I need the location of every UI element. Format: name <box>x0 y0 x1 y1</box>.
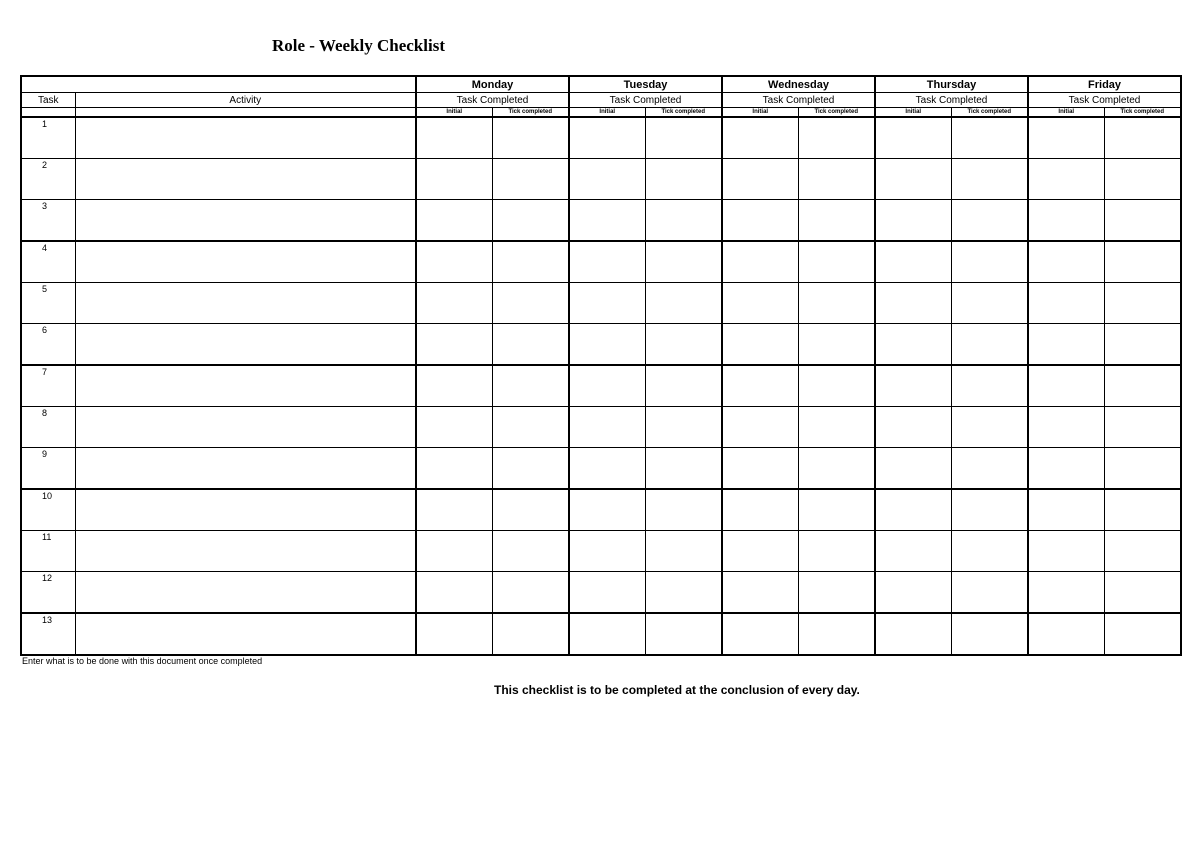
day-header-friday: Friday <box>1028 76 1181 93</box>
tick-completed-cell-thursday[interactable] <box>951 200 1028 242</box>
tick-completed-cell-tuesday[interactable] <box>645 407 722 448</box>
initial-cell-friday[interactable] <box>1028 531 1104 572</box>
initial-subheader: Initial <box>722 108 798 118</box>
task-number: 10 <box>21 489 75 531</box>
tick-completed-cell-friday[interactable] <box>1104 200 1181 242</box>
tick-completed-cell-wednesday[interactable] <box>798 489 875 531</box>
initial-cell-friday[interactable] <box>1028 283 1104 324</box>
task-row <box>21 159 1181 200</box>
tick-completed-cell-friday[interactable] <box>1104 407 1181 448</box>
task-row <box>21 407 1181 448</box>
tick-completed-cell-wednesday[interactable] <box>798 283 875 324</box>
tick-completed-subheader: Tick completed <box>645 108 722 118</box>
activity-cell[interactable] <box>75 159 416 200</box>
initial-cell-thursday[interactable] <box>875 448 951 490</box>
initial-cell-monday[interactable] <box>416 572 492 614</box>
initial-cell-wednesday[interactable] <box>722 324 798 366</box>
tick-completed-cell-friday[interactable] <box>1104 324 1181 366</box>
tick-completed-cell-wednesday[interactable] <box>798 613 875 655</box>
task-number: 11 <box>21 531 75 572</box>
initial-subheader: Initial <box>1028 108 1104 118</box>
tick-completed-cell-monday[interactable] <box>492 283 569 324</box>
initial-cell-monday[interactable] <box>416 324 492 366</box>
tick-completed-cell-friday[interactable] <box>1104 448 1181 490</box>
initial-cell-monday[interactable] <box>416 407 492 448</box>
initial-cell-wednesday[interactable] <box>722 241 798 283</box>
tick-completed-cell-wednesday[interactable] <box>798 365 875 407</box>
tick-completed-cell-thursday[interactable] <box>951 448 1028 490</box>
tick-completed-cell-monday[interactable] <box>492 572 569 614</box>
activity-cell[interactable] <box>75 365 416 407</box>
tick-completed-cell-wednesday[interactable] <box>798 159 875 200</box>
initial-cell-thursday[interactable] <box>875 283 951 324</box>
tick-completed-cell-tuesday[interactable] <box>645 572 722 614</box>
initial-cell-wednesday[interactable] <box>722 448 798 490</box>
tick-completed-cell-wednesday[interactable] <box>798 117 875 159</box>
activity-cell[interactable] <box>75 283 416 324</box>
activity-column-header: Activity <box>75 93 416 108</box>
column-label-row <box>21 93 1181 108</box>
initial-cell-wednesday[interactable] <box>722 200 798 242</box>
task-row <box>21 489 1181 531</box>
tick-completed-cell-thursday[interactable] <box>951 365 1028 407</box>
initial-cell-wednesday[interactable] <box>722 613 798 655</box>
tick-completed-cell-thursday[interactable] <box>951 407 1028 448</box>
initial-subheader: Initial <box>875 108 951 118</box>
tick-completed-cell-thursday[interactable] <box>951 117 1028 159</box>
task-completed-label: Task Completed <box>569 93 722 108</box>
initial-cell-monday[interactable] <box>416 159 492 200</box>
initial-cell-tuesday[interactable] <box>569 448 645 490</box>
task-column-header: Task <box>21 93 75 108</box>
initial-cell-wednesday[interactable] <box>722 489 798 531</box>
tick-completed-cell-friday[interactable] <box>1104 489 1181 531</box>
tick-completed-cell-friday[interactable] <box>1104 283 1181 324</box>
initial-cell-friday[interactable] <box>1028 448 1104 490</box>
tick-completed-cell-friday[interactable] <box>1104 117 1181 159</box>
tick-completed-cell-thursday[interactable] <box>951 283 1028 324</box>
activity-cell[interactable] <box>75 448 416 490</box>
initial-cell-tuesday[interactable] <box>569 365 645 407</box>
tick-completed-cell-monday[interactable] <box>492 489 569 531</box>
initial-cell-wednesday[interactable] <box>722 572 798 614</box>
initial-cell-monday[interactable] <box>416 613 492 655</box>
task-row <box>21 200 1181 242</box>
initial-cell-friday[interactable] <box>1028 489 1104 531</box>
tick-completed-cell-tuesday[interactable] <box>645 283 722 324</box>
initial-cell-wednesday[interactable] <box>722 283 798 324</box>
initial-cell-tuesday[interactable] <box>569 324 645 366</box>
activity-cell[interactable] <box>75 613 416 655</box>
initial-cell-thursday[interactable] <box>875 489 951 531</box>
tick-completed-cell-wednesday[interactable] <box>798 200 875 242</box>
initial-cell-tuesday[interactable] <box>569 200 645 242</box>
task-number: 1 <box>21 117 75 159</box>
task-row <box>21 572 1181 614</box>
activity-cell[interactable] <box>75 531 416 572</box>
day-header-tuesday: Tuesday <box>569 76 722 93</box>
blank-header-cell <box>21 76 416 93</box>
initial-cell-tuesday[interactable] <box>569 407 645 448</box>
initial-cell-tuesday[interactable] <box>569 572 645 614</box>
initial-cell-tuesday[interactable] <box>569 283 645 324</box>
initial-cell-monday[interactable] <box>416 489 492 531</box>
tick-completed-subheader: Tick completed <box>798 108 875 118</box>
initial-cell-monday[interactable] <box>416 117 492 159</box>
tick-completed-cell-tuesday[interactable] <box>645 241 722 283</box>
initial-cell-friday[interactable] <box>1028 200 1104 242</box>
tick-completed-cell-thursday[interactable] <box>951 324 1028 366</box>
tick-completed-cell-thursday[interactable] <box>951 241 1028 283</box>
tick-completed-cell-tuesday[interactable] <box>645 531 722 572</box>
tick-completed-cell-thursday[interactable] <box>951 159 1028 200</box>
initial-cell-monday[interactable] <box>416 448 492 490</box>
tick-completed-cell-wednesday[interactable] <box>798 531 875 572</box>
tick-completed-cell-tuesday[interactable] <box>645 159 722 200</box>
tick-completed-cell-friday[interactable] <box>1104 531 1181 572</box>
tick-completed-cell-friday[interactable] <box>1104 241 1181 283</box>
initial-cell-tuesday[interactable] <box>569 531 645 572</box>
tick-completed-cell-tuesday[interactable] <box>645 200 722 242</box>
page-title: Role - Weekly Checklist <box>272 36 445 55</box>
tick-completed-subheader: Tick completed <box>951 108 1028 118</box>
initial-cell-tuesday[interactable] <box>569 489 645 531</box>
activity-cell[interactable] <box>75 489 416 531</box>
tick-completed-cell-monday[interactable] <box>492 324 569 366</box>
initial-cell-thursday[interactable] <box>875 613 951 655</box>
task-completed-label: Task Completed <box>722 93 875 108</box>
tick-completed-cell-tuesday[interactable] <box>645 117 722 159</box>
activity-cell[interactable] <box>75 572 416 614</box>
task-completed-label: Task Completed <box>1028 93 1181 108</box>
initial-cell-friday[interactable] <box>1028 613 1104 655</box>
tick-completed-subheader: Tick completed <box>1104 108 1181 118</box>
activity-cell[interactable] <box>75 241 416 283</box>
initial-cell-friday[interactable] <box>1028 324 1104 366</box>
task-number: 2 <box>21 159 75 200</box>
tick-completed-cell-wednesday[interactable] <box>798 241 875 283</box>
tick-completed-cell-monday[interactable] <box>492 200 569 242</box>
task-row <box>21 324 1181 366</box>
initial-cell-friday[interactable] <box>1028 117 1104 159</box>
tick-completed-cell-wednesday[interactable] <box>798 572 875 614</box>
task-number: 13 <box>21 613 75 655</box>
initial-cell-tuesday[interactable] <box>569 241 645 283</box>
task-completed-label: Task Completed <box>875 93 1028 108</box>
tick-completed-cell-friday[interactable] <box>1104 613 1181 655</box>
initial-cell-friday[interactable] <box>1028 365 1104 407</box>
tick-completed-cell-tuesday[interactable] <box>645 489 722 531</box>
initial-cell-friday[interactable] <box>1028 407 1104 448</box>
initial-cell-thursday[interactable] <box>875 117 951 159</box>
task-row <box>21 283 1181 324</box>
initial-cell-monday[interactable] <box>416 241 492 283</box>
day-header-thursday: Thursday <box>875 76 1028 93</box>
tick-completed-cell-tuesday[interactable] <box>645 448 722 490</box>
task-row <box>21 241 1181 283</box>
day-header-wednesday: Wednesday <box>722 76 875 93</box>
task-number: 3 <box>21 200 75 242</box>
tick-completed-cell-tuesday[interactable] <box>645 324 722 366</box>
initial-cell-tuesday[interactable] <box>569 159 645 200</box>
task-number: 7 <box>21 365 75 407</box>
initial-cell-monday[interactable] <box>416 200 492 242</box>
initial-cell-wednesday[interactable] <box>722 365 798 407</box>
tick-completed-cell-monday[interactable] <box>492 448 569 490</box>
task-number: 12 <box>21 572 75 614</box>
activity-cell[interactable] <box>75 407 416 448</box>
day-header-monday: Monday <box>416 76 569 93</box>
tick-completed-cell-tuesday[interactable] <box>645 613 722 655</box>
task-row <box>21 531 1181 572</box>
task-number: 5 <box>21 283 75 324</box>
initial-cell-wednesday[interactable] <box>722 117 798 159</box>
initial-cell-friday[interactable] <box>1028 159 1104 200</box>
initial-cell-thursday[interactable] <box>875 200 951 242</box>
completion-instruction: This checklist is to be completed at the conclusion of every day. <box>494 683 860 697</box>
blank-sub-cell <box>21 108 75 118</box>
tick-completed-cell-monday[interactable] <box>492 159 569 200</box>
document-instruction-note: Enter what is to be done with this document once completed <box>22 656 263 666</box>
weekly-checklist-table <box>20 75 1182 656</box>
task-number: 9 <box>21 448 75 490</box>
tick-completed-cell-wednesday[interactable] <box>798 324 875 366</box>
initial-cell-thursday[interactable] <box>875 572 951 614</box>
task-number: 6 <box>21 324 75 366</box>
day-header-row <box>21 76 1181 93</box>
initial-cell-monday[interactable] <box>416 531 492 572</box>
initial-subheader: Initial <box>416 108 492 118</box>
tick-completed-cell-monday[interactable] <box>492 407 569 448</box>
task-row <box>21 448 1181 490</box>
task-row <box>21 613 1181 655</box>
tick-completed-cell-friday[interactable] <box>1104 159 1181 200</box>
task-row <box>21 365 1181 407</box>
tick-completed-cell-thursday[interactable] <box>951 572 1028 614</box>
initial-cell-wednesday[interactable] <box>722 159 798 200</box>
initial-cell-wednesday[interactable] <box>722 531 798 572</box>
tick-completed-cell-friday[interactable] <box>1104 572 1181 614</box>
tick-completed-cell-thursday[interactable] <box>951 613 1028 655</box>
initial-cell-thursday[interactable] <box>875 241 951 283</box>
initial-cell-monday[interactable] <box>416 365 492 407</box>
activity-cell[interactable] <box>75 324 416 366</box>
tick-completed-cell-monday[interactable] <box>492 365 569 407</box>
tick-completed-cell-friday[interactable] <box>1104 365 1181 407</box>
tick-completed-cell-thursday[interactable] <box>951 489 1028 531</box>
initial-cell-wednesday[interactable] <box>722 407 798 448</box>
task-number: 4 <box>21 241 75 283</box>
initial-cell-friday[interactable] <box>1028 572 1104 614</box>
activity-cell[interactable] <box>75 117 416 159</box>
activity-cell[interactable] <box>75 200 416 242</box>
initial-cell-thursday[interactable] <box>875 324 951 366</box>
tick-completed-cell-thursday[interactable] <box>951 531 1028 572</box>
tick-completed-cell-tuesday[interactable] <box>645 365 722 407</box>
task-completed-label: Task Completed <box>416 93 569 108</box>
tick-completed-cell-wednesday[interactable] <box>798 407 875 448</box>
initial-cell-tuesday[interactable] <box>569 117 645 159</box>
initial-cell-thursday[interactable] <box>875 407 951 448</box>
initial-subheader: Initial <box>569 108 645 118</box>
tick-completed-subheader: Tick completed <box>492 108 569 118</box>
tick-completed-cell-monday[interactable] <box>492 613 569 655</box>
initial-cell-tuesday[interactable] <box>569 613 645 655</box>
initial-cell-thursday[interactable] <box>875 365 951 407</box>
initial-cell-thursday[interactable] <box>875 159 951 200</box>
initial-cell-thursday[interactable] <box>875 531 951 572</box>
blank-sub-cell <box>75 108 416 118</box>
initial-cell-monday[interactable] <box>416 283 492 324</box>
task-row <box>21 117 1181 159</box>
sub-column-row <box>21 108 1181 118</box>
tick-completed-cell-monday[interactable] <box>492 241 569 283</box>
initial-cell-friday[interactable] <box>1028 241 1104 283</box>
task-number: 8 <box>21 407 75 448</box>
tick-completed-cell-monday[interactable] <box>492 531 569 572</box>
tick-completed-cell-wednesday[interactable] <box>798 448 875 490</box>
tick-completed-cell-monday[interactable] <box>492 117 569 159</box>
